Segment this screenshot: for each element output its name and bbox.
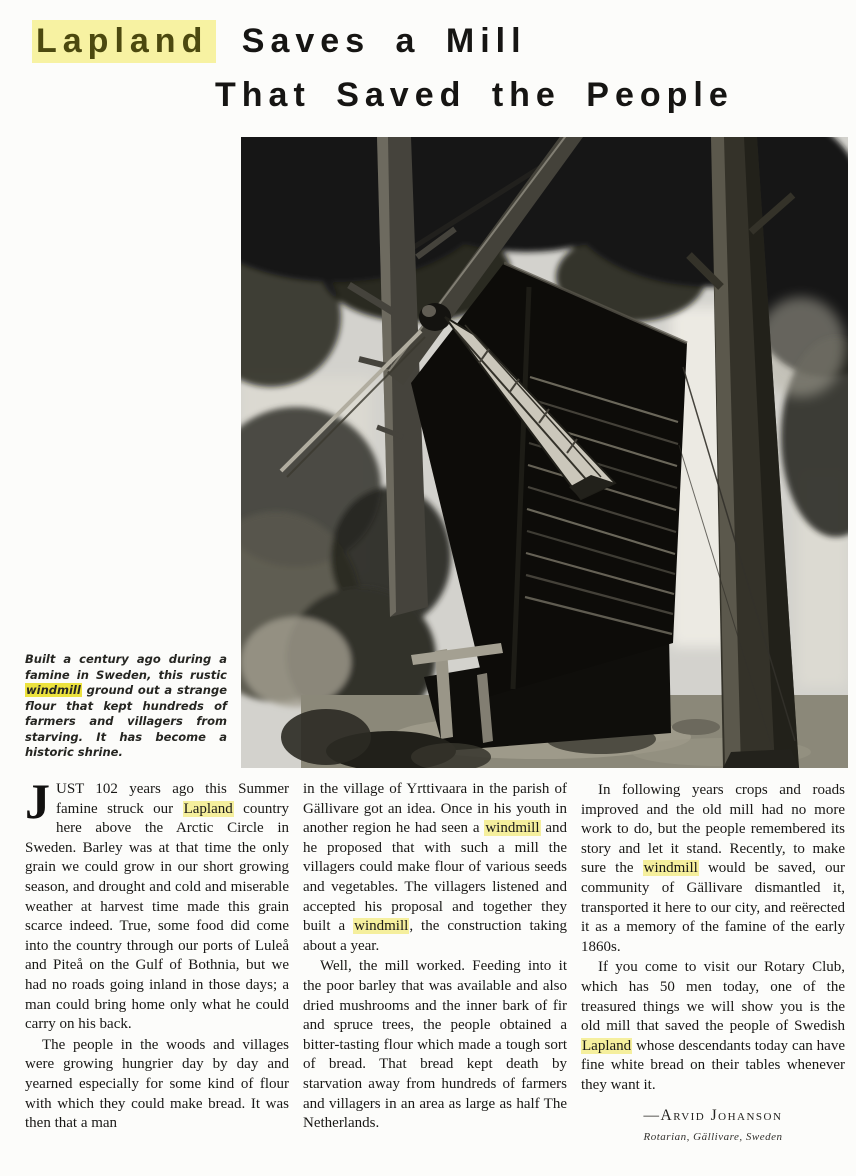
article-title: [32, 24, 734, 113]
column-2: [303, 780, 567, 1148]
paragraph: The people in the woods and villages were growing hungrier day by day and yearned especially for some kind of flour with which they could make bread. It was then that a man: [25, 1036, 289, 1132]
article-body: [25, 773, 847, 1148]
column-1: [25, 773, 289, 1148]
byline-affiliation: Rotarian, Gällivare, Sweden: [643, 1131, 783, 1144]
column-3: [581, 780, 845, 1148]
paragraph: JUST 102 years ago this Summer famine struck our Lapland country here above the Arctic Circle in Sweden. Barley was at that time the only grain we could grow in our short growing season, and drought and cold and miserable weather at harvest time made this grain scarce indeed. True, some food did come into the country through our ports of Luleå and Piteå on the Gulf of Bothnia, but we had no roads going inland in those days; a man could bring home only what he could carry on his back.: [25, 773, 289, 1033]
photo-caption: Built a century ago during a famine in Sweden, this rustic windmill ground out a strange flour that kept hundreds of farmers and villagers from starving. It has become a historic shrine.: [25, 652, 227, 759]
windmill-photo: [241, 137, 848, 768]
windmill-photo-illustration: [241, 137, 848, 768]
paragraph: in the village of Yrttivaara in the parish of Gällivare got an idea. Once in his youth in another region he had seen a windmill and he proposed that with such a mill the villagers could make flour of various seeds and vegetables. The villagers listened and accepted his proposal and together they built a windmill, the construction taking about a year.: [303, 781, 567, 954]
title-line-2: That Saved the People: [215, 75, 734, 114]
title-line-1: Lapland Saves a Mill: [32, 20, 527, 63]
byline: —Arvid Johanson: [643, 1106, 783, 1124]
paragraph: If you come to visit our Rotary Club, which has 50 men today, one of the treasured things we will show you is the old mill that saved the people of Swedish Lapland whose descendants today can have fine white bread on their tables whenever they want it.: [581, 959, 845, 1093]
dropcap-letter: J: [25, 773, 50, 829]
paragraph: In following years crops and roads improved and the old mill had no more work to do, but the people remembered its story and let it stand. Recently, to make sure the windmill would be saved, our community of Gällivare dismantled it, transported it here to our city, and reërected it as a memory of the famine of the early 1860s.: [581, 782, 845, 955]
paragraph: Well, the mill worked. Feeding into it the poor barley that was available and also dried mushrooms and the inner bark of fir and spruce trees, the people obtained a bitter-tasting flour which made a tough sort of bread. That bread kept death by starvation away from hundreds of farmers and villagers in an area as large as half The Netherlands.: [303, 958, 567, 1132]
